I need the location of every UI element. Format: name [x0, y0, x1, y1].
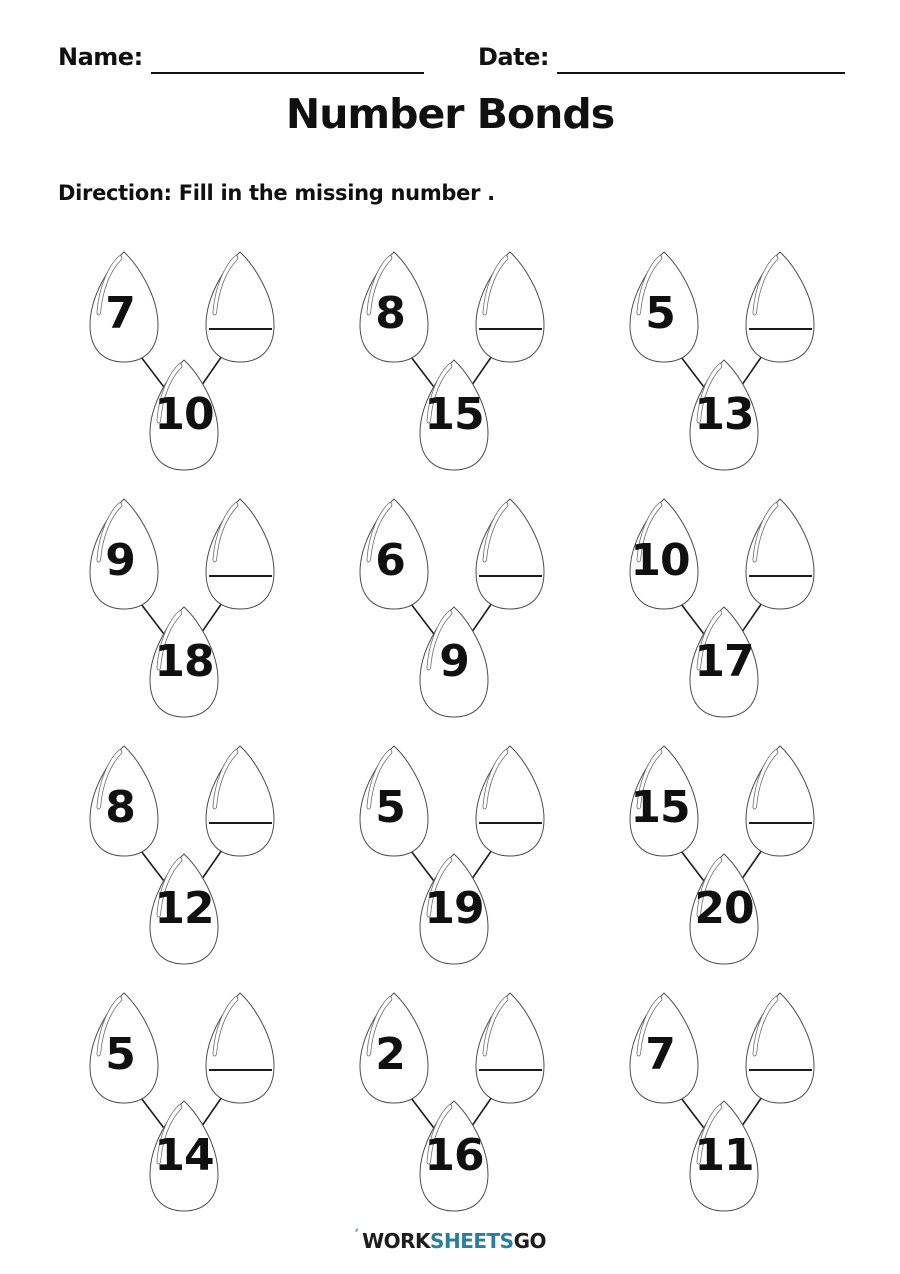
- missing-addend-egg: [206, 252, 274, 362]
- number-bond-problem: [358, 744, 548, 969]
- date-blank-line[interactable]: [557, 46, 845, 74]
- total-value: 9: [439, 636, 469, 687]
- number-bond-graphic: [358, 744, 548, 969]
- number-bond-graphic: [358, 250, 548, 475]
- left-addend-value: 5: [375, 782, 405, 833]
- left-addend-value: 8: [105, 782, 135, 833]
- number-bond-problem: [628, 991, 818, 1216]
- total-value: 13: [694, 389, 754, 440]
- missing-addend-egg: [746, 499, 814, 609]
- name-label: Name:: [58, 43, 143, 71]
- missing-addend-egg: [746, 993, 814, 1103]
- number-bond-graphic: [628, 250, 818, 475]
- name-field: [58, 40, 424, 74]
- number-bond-problem: [88, 744, 278, 969]
- left-addend-value: 6: [375, 535, 405, 586]
- number-bond-problem: [628, 250, 818, 475]
- number-bond-problem: [358, 991, 548, 1216]
- left-addend-value: 2: [375, 1029, 405, 1080]
- total-value: 16: [424, 1130, 484, 1181]
- number-bond-problem: [358, 250, 548, 475]
- left-addend-value: 10: [630, 535, 690, 586]
- number-bond-graphic: [88, 991, 278, 1216]
- left-addend-value: 15: [630, 782, 690, 833]
- direction-text: Direction: Fill in the missing number .: [58, 181, 495, 205]
- total-value: 18: [154, 636, 214, 687]
- missing-addend-egg: [476, 746, 544, 856]
- number-bond-graphic: [628, 497, 818, 722]
- missing-addend-egg: [476, 993, 544, 1103]
- date-field: [478, 40, 845, 74]
- left-addend-value: 7: [105, 288, 135, 339]
- number-bond-graphic: [358, 991, 548, 1216]
- logo-tick-mark: ’: [352, 1225, 360, 1241]
- missing-addend-egg: [746, 252, 814, 362]
- total-value: 10: [154, 389, 214, 440]
- name-blank-line[interactable]: [151, 46, 424, 74]
- logo-work-text: WORK: [362, 1229, 431, 1253]
- total-value: 17: [694, 636, 754, 687]
- logo-go-text: GO: [513, 1229, 546, 1253]
- left-addend-value: 9: [105, 535, 135, 586]
- logo-sheets-text: SHEETS: [430, 1229, 514, 1253]
- total-value: 20: [694, 883, 754, 934]
- missing-addend-egg: [206, 993, 274, 1103]
- worksheetsgo-logo: [352, 1225, 546, 1253]
- missing-addend-egg: [476, 252, 544, 362]
- number-bond-graphic: [628, 744, 818, 969]
- total-value: 15: [424, 389, 484, 440]
- left-addend-value: 8: [375, 288, 405, 339]
- problems-grid: [88, 250, 818, 1216]
- number-bond-graphic: [88, 744, 278, 969]
- total-value: 14: [154, 1130, 214, 1181]
- number-bond-problem: [628, 497, 818, 722]
- number-bond-problem: [88, 250, 278, 475]
- left-addend-value: 7: [645, 1029, 675, 1080]
- total-value: 19: [424, 883, 484, 934]
- number-bond-problem: [88, 991, 278, 1216]
- total-value: 12: [154, 883, 214, 934]
- missing-addend-egg: [476, 499, 544, 609]
- missing-addend-egg: [206, 499, 274, 609]
- date-label: Date:: [478, 43, 549, 71]
- number-bond-problem: [358, 497, 548, 722]
- missing-addend-egg: [206, 746, 274, 856]
- number-bond-graphic: [88, 497, 278, 722]
- number-bond-graphic: [88, 250, 278, 475]
- missing-addend-egg: [746, 746, 814, 856]
- total-value: 11: [694, 1130, 754, 1181]
- footer: [0, 1226, 900, 1253]
- number-bond-problem: [628, 744, 818, 969]
- number-bond-graphic: [628, 991, 818, 1216]
- number-bond-problem: [88, 497, 278, 722]
- page-title: Number Bonds: [285, 90, 615, 138]
- left-addend-value: 5: [105, 1029, 135, 1080]
- number-bond-graphic: [358, 497, 548, 722]
- left-addend-value: 5: [645, 288, 675, 339]
